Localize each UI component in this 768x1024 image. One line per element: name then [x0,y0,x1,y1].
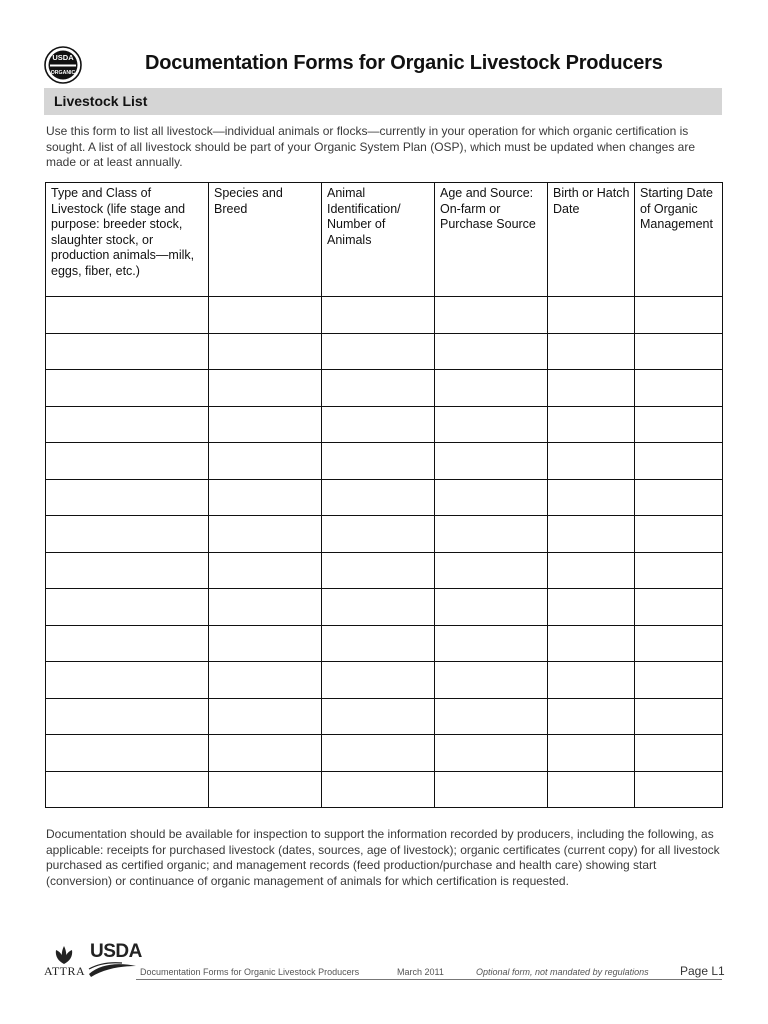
table-cell[interactable] [635,589,723,626]
table-cell[interactable] [322,370,435,407]
table-cell[interactable] [548,516,635,553]
table-cell[interactable] [209,297,322,334]
page-number: Page L1 [680,964,725,978]
table-header-row [46,183,723,297]
table-cell[interactable] [635,370,723,407]
seal-usda-text: USDA [52,53,74,62]
table-cell[interactable] [46,698,209,735]
table-cell[interactable] [46,625,209,662]
attra-label: ATTRA [44,964,86,978]
table-cell[interactable] [322,406,435,443]
table-cell[interactable] [435,443,548,480]
table-cell[interactable] [548,333,635,370]
table-cell[interactable] [209,552,322,589]
table-row [46,370,723,407]
table-row [46,735,723,772]
column-header-age-source: Age and Source: On-farm or Purchase Source [435,183,548,297]
table-cell[interactable] [209,662,322,699]
table-cell[interactable] [548,771,635,808]
table-cell[interactable] [635,735,723,772]
table-cell[interactable] [635,662,723,699]
table-cell[interactable] [435,662,548,699]
table-cell[interactable] [46,297,209,334]
table-cell[interactable] [548,698,635,735]
table-cell[interactable] [209,516,322,553]
table-cell[interactable] [435,589,548,626]
footer-note: Optional form, not mandated by regulations [476,967,649,977]
table-cell[interactable] [209,698,322,735]
table-cell[interactable] [548,552,635,589]
table-cell[interactable] [548,370,635,407]
column-header-organic-start: Starting Date of Organic Management [635,183,723,297]
column-header-animal-id: Animal Identification/ Number of Animals [322,183,435,297]
table-cell[interactable] [209,333,322,370]
table-cell[interactable] [548,589,635,626]
usda-swoosh-logo-icon [88,960,138,978]
table-cell[interactable] [322,698,435,735]
table-cell[interactable] [435,333,548,370]
table-cell[interactable] [209,589,322,626]
table-cell[interactable] [322,589,435,626]
table-cell[interactable] [209,771,322,808]
table-row [46,333,723,370]
table-row [46,297,723,334]
table-cell[interactable] [209,443,322,480]
table-cell[interactable] [548,479,635,516]
table-cell[interactable] [322,443,435,480]
table-cell[interactable] [209,479,322,516]
table-cell[interactable] [46,552,209,589]
page-title: Documentation Forms for Organic Livestock Producers [145,52,663,74]
column-header-birth-date: Birth or Hatch Date [548,183,635,297]
footer-doc-title: Documentation Forms for Organic Livestock Producers [140,967,360,977]
table-cell[interactable] [548,406,635,443]
table-cell[interactable] [548,297,635,334]
table-cell[interactable] [46,662,209,699]
table-cell[interactable] [635,516,723,553]
table-cell[interactable] [435,370,548,407]
section-title: Livestock List [54,93,148,109]
table-cell[interactable] [46,479,209,516]
usda-label: USDA [90,941,142,962]
table-cell[interactable] [209,406,322,443]
table-cell[interactable] [635,333,723,370]
table-cell[interactable] [46,771,209,808]
table-cell[interactable] [322,625,435,662]
table-cell[interactable] [322,297,435,334]
table-cell[interactable] [46,516,209,553]
footer-divider [136,979,722,980]
column-header-type-class: Type and Class of Livestock (life stage and purpose: breeder stock, slaughter stock, or production animals—milk, eggs, fiber, etc.) [46,183,209,297]
table-cell[interactable] [548,625,635,662]
table-cell[interactable] [435,735,548,772]
table-cell[interactable] [548,662,635,699]
table-cell[interactable] [209,625,322,662]
table-cell[interactable] [635,698,723,735]
table-cell[interactable] [635,443,723,480]
table-cell[interactable] [46,735,209,772]
table-cell[interactable] [209,735,322,772]
table-cell[interactable] [435,479,548,516]
table-cell[interactable] [46,406,209,443]
table-cell[interactable] [635,625,723,662]
table-cell[interactable] [548,735,635,772]
table-cell[interactable] [322,479,435,516]
table-row [46,479,723,516]
table-row [46,552,723,589]
table-row [46,698,723,735]
table-row [46,625,723,662]
documentation-paragraph: Documentation should be available for inspection to support the information recorded by producers, including the following, as applicable: receipts for purchased livestock (dates, sources, age of livestock); organic certificates (current copy) for all livestock purchased as certified organic; and management records (feed production/purchase and health care) showing start (conversion) or continuance of organic management of animals for which certification is requested. [46,827,720,888]
table-row [46,662,723,699]
table-cell[interactable] [635,552,723,589]
table-row [46,771,723,808]
table-cell[interactable] [435,516,548,553]
column-header-species-breed: Species and Breed [209,183,322,297]
table-row [46,406,723,443]
intro-paragraph: Use this form to list all livestock—individual animals or flocks—currently in your operation for which organic certification is sought. A list of all livestock should be part of your Organic System Plan (OSP), which must be updated when changes are made or at least annually. [46,124,696,169]
table-cell[interactable] [435,625,548,662]
table-cell[interactable] [46,370,209,407]
table-cell[interactable] [46,443,209,480]
table-cell[interactable] [635,479,723,516]
footer-date: March 2011 [397,967,444,977]
table-cell[interactable] [435,406,548,443]
table-row [46,516,723,553]
table-cell[interactable] [435,552,548,589]
usda-organic-seal-icon [44,46,82,84]
table-cell[interactable] [635,406,723,443]
table-cell[interactable] [46,333,209,370]
table-cell[interactable] [635,297,723,334]
seal-organic-text: ORGANIC [50,70,76,76]
table-body [46,297,723,808]
section-header-bar [44,88,722,115]
table-cell[interactable] [322,333,435,370]
table-cell[interactable] [635,771,723,808]
livestock-table [45,182,723,808]
table-cell[interactable] [322,735,435,772]
table-cell[interactable] [548,443,635,480]
table-cell[interactable] [322,516,435,553]
table-row [46,589,723,626]
table-cell[interactable] [46,589,209,626]
table-cell[interactable] [435,698,548,735]
table-cell[interactable] [209,370,322,407]
table-cell[interactable] [322,771,435,808]
table-row [46,443,723,480]
table-cell[interactable] [322,662,435,699]
table-cell[interactable] [435,297,548,334]
table-cell[interactable] [435,771,548,808]
table-cell[interactable] [322,552,435,589]
